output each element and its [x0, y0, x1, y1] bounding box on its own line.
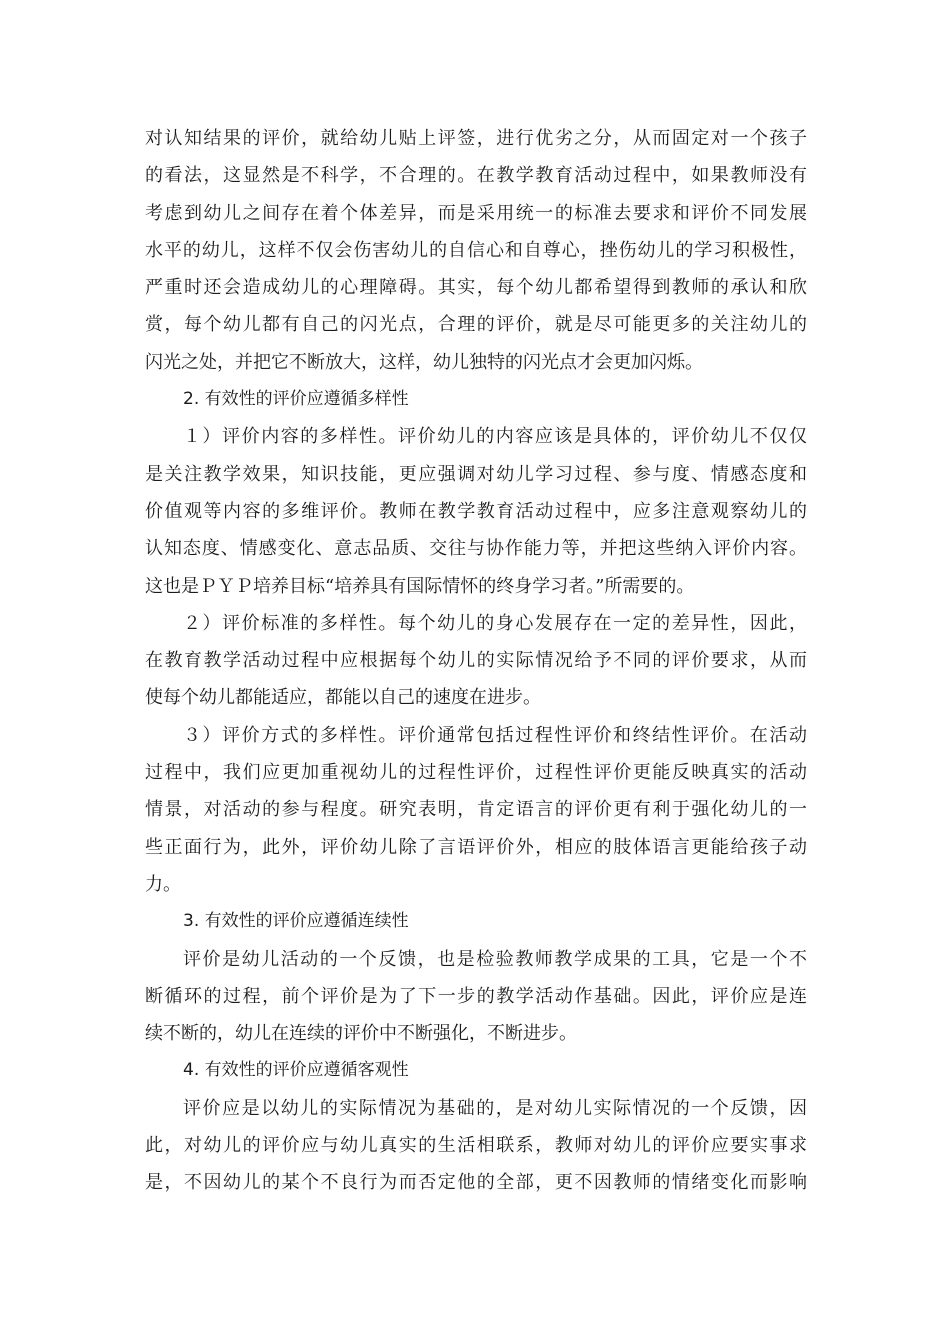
text-line: 认知态度、情感变化、意志品质、交往与协作能力等，并把这些纳入评价内容。 [145, 538, 807, 560]
text-line: 力。 [145, 873, 181, 895]
text-line: 是关注教学效果，知识技能，更应强调对幼儿学习过程、参与度、情感态度和 [145, 463, 807, 485]
text-line: ３）评价方式的多样性。评价通常包括过程性评价和终结性评价。在活动 [183, 724, 807, 746]
text-line: 的看法，这显然是不科学，不合理的。在教学教育活动过程中，如果教师没有 [145, 165, 807, 187]
text-line: 此，对幼儿的评价应与幼儿真实的生活相联系，教师对幼儿的评价应要实事求 [145, 1135, 807, 1157]
text-line: 些正面行为，此外，评价幼儿除了言语评价外，相应的肢体语言更能给孩子动 [145, 836, 807, 858]
section-heading: 4. 有效性的评价应遵循客观性 [183, 1060, 409, 1081]
text-line: 过程中，我们应更加重视幼儿的过程性评价，过程性评价更能反映真实的活动 [145, 762, 807, 784]
text-line: １）评价内容的多样性。评价幼儿的内容应该是具体的，评价幼儿不仅仅 [183, 426, 807, 448]
text-line: 价值观等内容的多维评价。教师在教学教育活动过程中，应多注意观察幼儿的 [145, 500, 807, 522]
text-line: 断循环的过程，前个评价是为了下一步的教学活动作基础。因此，评价应是连 [145, 985, 807, 1007]
text-line: 是，不因幼儿的某个不良行为而否定他的全部，更不因教师的情绪变化而影响 [145, 1172, 807, 1194]
text-line: 赏，每个幼儿都有自己的闪光点，合理的评价，就是尽可能更多的关注幼儿的 [145, 314, 807, 336]
text-line: ２）评价标准的多样性。每个幼儿的身心发展存在一定的差异性，因此， [183, 612, 807, 634]
text-line: 使每个幼儿都能适应，都能以自己的速度在进步。 [145, 687, 541, 709]
text-line: 评价应是以幼儿的实际情况为基础的，是对幼儿实际情况的一个反馈，因 [183, 1097, 807, 1119]
text-line: 情景，对活动的参与程度。研究表明，肯定语言的评价更有利于强化幼儿的一 [145, 799, 807, 821]
text-line: 续不断的，幼儿在连续的评价中不断强化，不断进步。 [145, 1023, 577, 1045]
section-heading: 3. 有效性的评价应遵循连续性 [183, 911, 409, 932]
text-line: 闪光之处，并把它不断放大，这样，幼儿独特的闪光点才会更加闪烁。 [145, 351, 703, 373]
section-heading: 2. 有效性的评价应遵循多样性 [183, 389, 409, 410]
text-line: 评价是幼儿活动的一个反馈，也是检验教师教学成果的工具，它是一个不 [183, 948, 807, 970]
text-line: 考虑到幼儿之间存在着个体差异，而是采用统一的标准去要求和评价不同发展 [145, 202, 807, 224]
text-line: 这也是ＰＹＰ培养目标“培养具有国际情怀的终身学习者。”所需要的。 [145, 575, 695, 597]
text-line: 严重时还会造成幼儿的心理障碍。其实，每个幼儿都希望得到教师的承认和欣 [145, 277, 807, 299]
text-line: 水平的幼儿，这样不仅会伤害幼儿的自信心和自尊心，挫伤幼儿的学习积极性， [145, 239, 807, 261]
text-line: 对认知结果的评价，就给幼儿贴上评签，进行优劣之分，从而固定对一个孩子 [145, 128, 807, 149]
document-body [145, 120, 807, 1202]
text-line: 在教育教学活动过程中应根据每个幼儿的实际情况给予不同的评价要求，从而 [145, 650, 807, 672]
